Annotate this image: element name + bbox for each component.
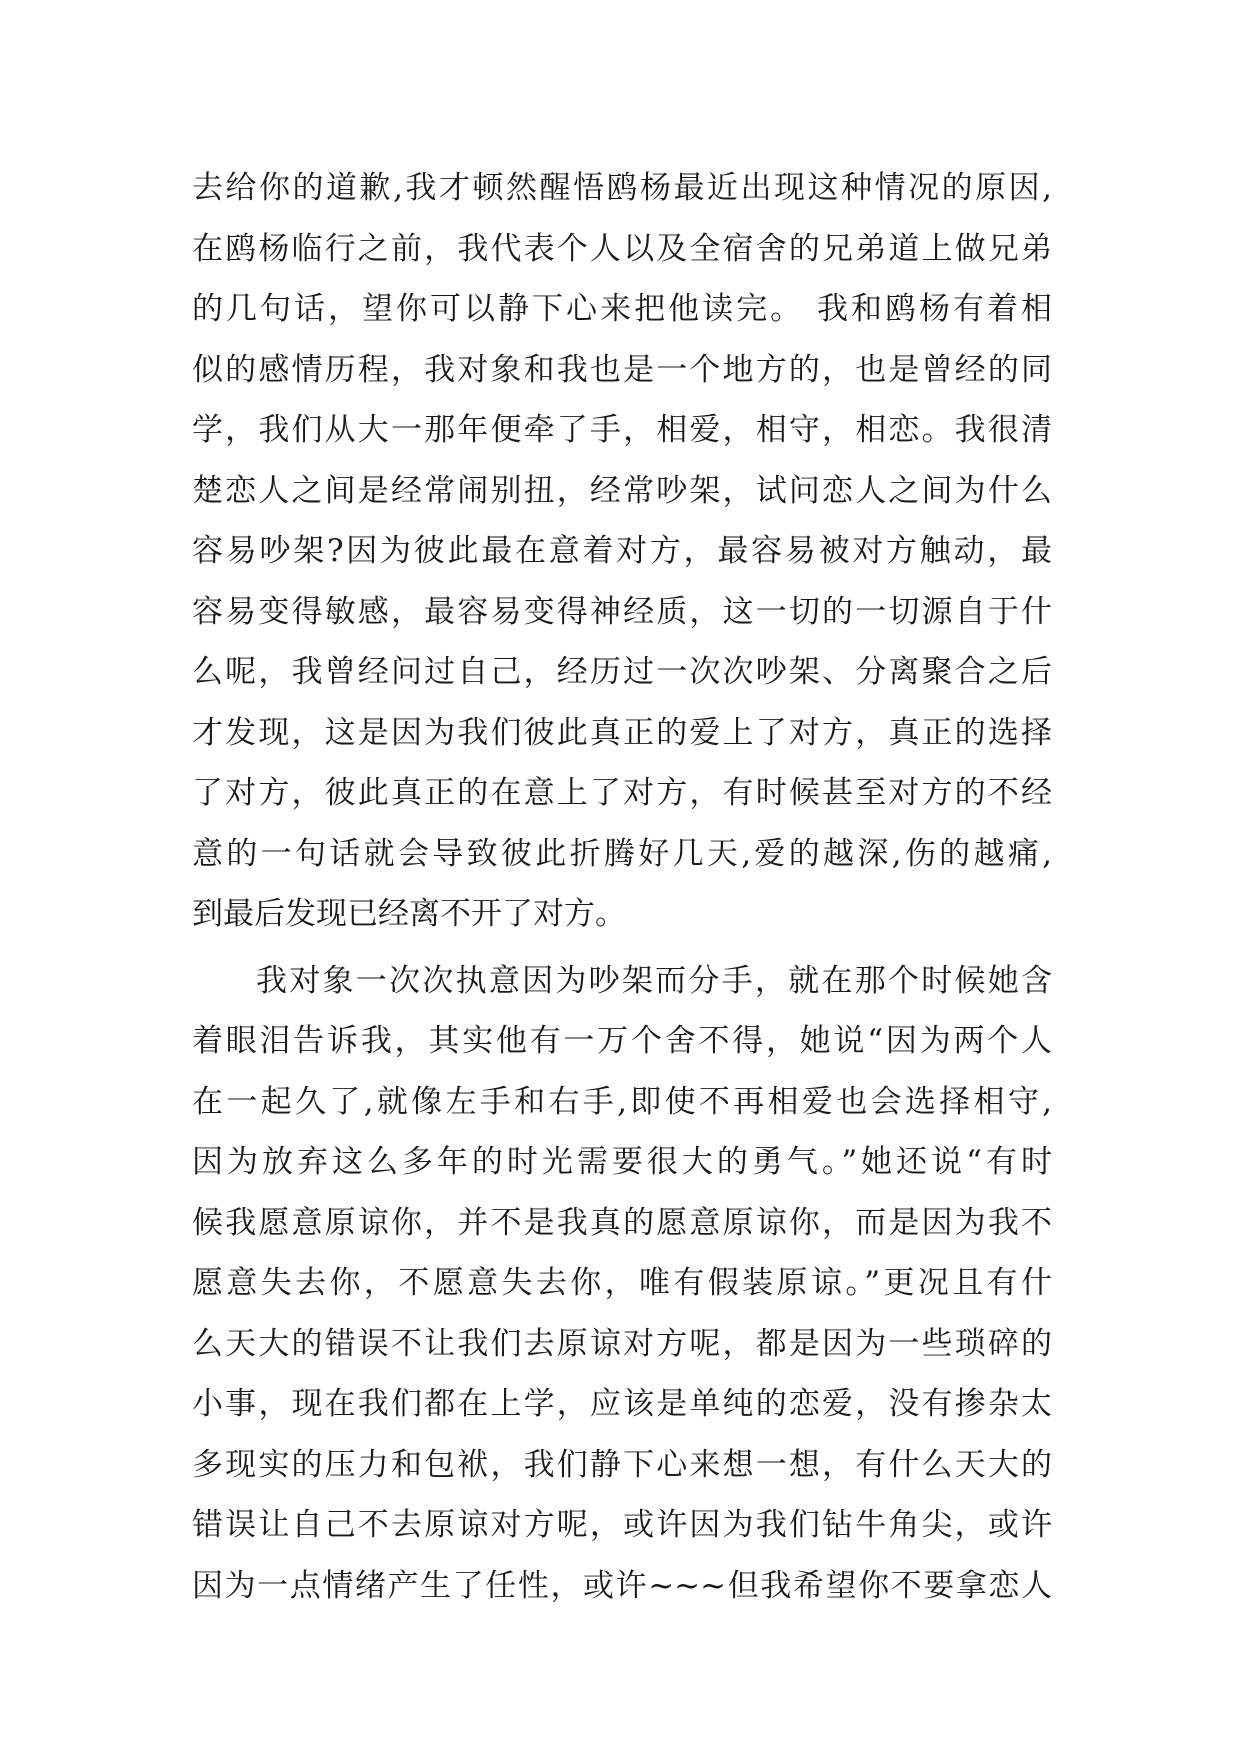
text-line: 因为一点情绪产生了任性，或许~~~但我希望你不要拿恋人 — [192, 1567, 1052, 1604]
text-line: 在鸥杨临行之前，我代表个人以及全宿舍的兄弟道上做兄弟 — [192, 230, 1052, 267]
text-line: 容易变得敏感，最容易变得神经质，这一切的一切源自于什 — [192, 593, 1052, 630]
text-line: 的几句话，望你可以静下心来把他读完。 我和鸥杨有着相 — [192, 291, 1052, 327]
text-line: 小事，现在我们都在上学，应该是单纯的恋爱，没有掺杂太 — [192, 1386, 1052, 1422]
text-line: 么呢，我曾经问过自己，经历过一次次吵架、分离聚合之后 — [192, 654, 1052, 690]
text-line: 多现实的压力和包袱，我们静下心来想一想，有什么天大的 — [192, 1446, 1052, 1483]
text-line: 愿意失去你，不愿意失去你，唯有假装原谅。”更况且有什 — [192, 1265, 1052, 1301]
body-text — [192, 158, 1052, 1616]
text-line: 着眼泪告诉我，其实他有一万个舍不得，她说“因为两个人 — [192, 1023, 1052, 1059]
text-line: 因为放弃这么多年的时光需要很大的勇气。”她还说“有时 — [192, 1144, 1052, 1180]
text-line: 在一起久了,就像左手和右手,即使不再相爱也会选择相守, — [192, 1083, 1052, 1120]
paragraph-1 — [192, 158, 1052, 945]
text-line: 错误让自己不去原谅对方呢，或许因为我们钻牛角尖，或许 — [192, 1507, 1052, 1543]
text-line: 我对象一次次执意因为吵架而分手，就在那个时候她含 — [256, 962, 1052, 999]
text-line: 去给你的道歉,我才顿然醒悟鸥杨最近出现这种情况的原因, — [192, 170, 1052, 206]
text-line: 学，我们从大一那年便牵了手，相爱，相守，相恋。我很清 — [192, 412, 1052, 448]
text-line: 到最后发现已经离不开了对方。 — [192, 896, 626, 932]
text-line: 容易吵架?因为彼此最在意着对方，最容易被对方触动，最 — [192, 533, 1052, 569]
text-line: 了对方，彼此真正的在意上了对方，有时候甚至对方的不经 — [192, 775, 1052, 811]
text-line: 似的感情历程，我对象和我也是一个地方的，也是曾经的同 — [192, 351, 1052, 388]
text-line: 楚恋人之间是经常闹别扭，经常吵架，试问恋人之间为什么 — [192, 472, 1052, 509]
text-line: 才发现，这是因为我们彼此真正的爱上了对方，真正的选择 — [192, 714, 1052, 751]
paragraph-2 — [192, 951, 1052, 1617]
text-line: 么天大的错误不让我们去原谅对方呢，都是因为一些琐碎的 — [192, 1325, 1052, 1362]
text-line: 候我愿意原谅你，并不是我真的愿意原谅你，而是因为我不 — [192, 1204, 1052, 1241]
text-line: 意的一句话就会导致彼此折腾好几天,爱的越深,伤的越痛, — [192, 835, 1052, 872]
